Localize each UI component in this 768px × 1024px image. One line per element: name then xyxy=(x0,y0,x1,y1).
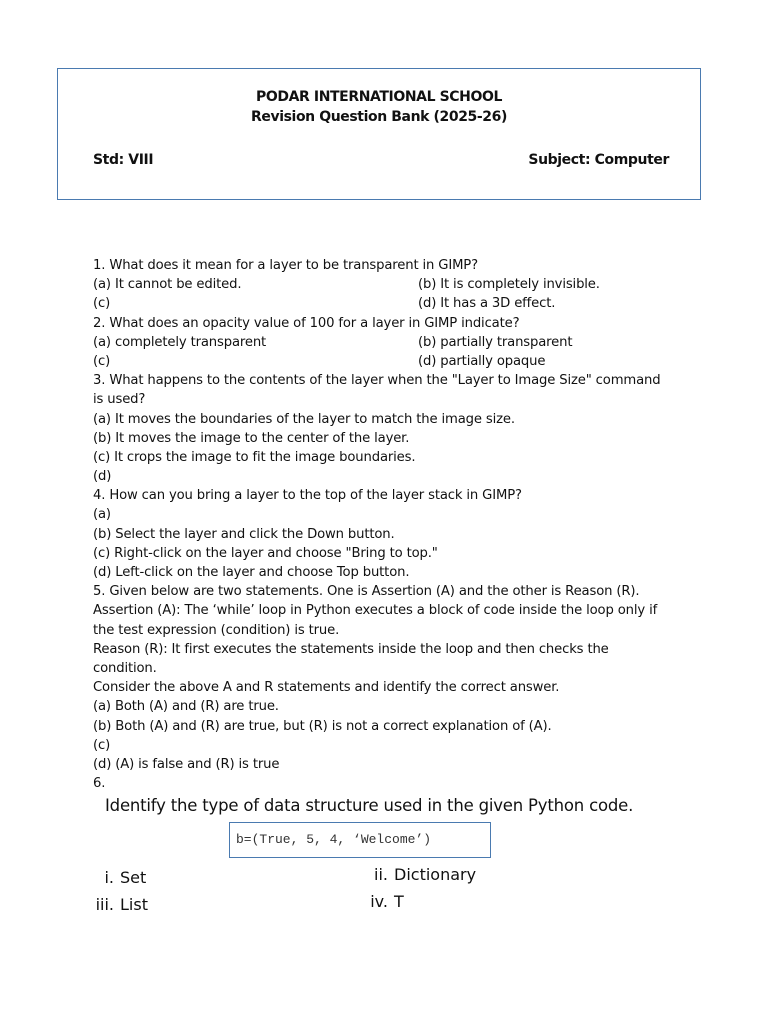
q2-option-b: (b) partially transparent xyxy=(418,334,573,350)
question-2-options-ab xyxy=(93,333,673,352)
question-4: 4. How can you bring a layer to the top of the layer stack in GIMP? xyxy=(93,488,522,504)
subject-label: Subject: Computer xyxy=(528,152,669,168)
q6-option-i-num: i. xyxy=(104,868,114,887)
question-2: 2. What does an opacity value of 100 for a layer in GIMP indicate? xyxy=(93,315,520,331)
q6-option-iv xyxy=(364,892,404,911)
q6-option-ii-text: Dictionary xyxy=(394,865,477,884)
q6-option-iv-num: iv. xyxy=(370,892,388,911)
question-2-options-cd xyxy=(93,352,673,371)
python-code: b=(True, 5, 4, ‘Welcome’) xyxy=(236,832,432,847)
q6-option-i-text: Set xyxy=(120,868,147,887)
q3-option-a: (a) It moves the boundaries of the layer to match the image size. xyxy=(93,411,515,427)
question-list xyxy=(93,256,673,793)
q5-instruction: Consider the above A and R statements and identify the correct answer. xyxy=(93,680,560,696)
q5-assertion-line-2: the test expression (condition) is true. xyxy=(93,622,340,638)
question-6-text: Identify the type of data structure used in the given Python code. xyxy=(105,796,634,815)
q3-option-d: (d) xyxy=(93,469,112,485)
question-5: 5. Given below are two statements. One is Assertion (A) and the other is Reason (R). xyxy=(93,584,640,600)
q6-option-iii-num: iii. xyxy=(95,895,114,914)
q5-option-c: (c) xyxy=(93,737,111,753)
q6-option-iv-text: T xyxy=(394,892,404,911)
q5-option-d: (d) (A) is false and (R) is true xyxy=(93,756,280,772)
q4-option-d: (d) Left-click on the layer and choose Top button. xyxy=(93,565,410,580)
q5-option-a: (a) Both (A) and (R) are true. xyxy=(93,699,279,715)
q1-option-d: (d) It has a 3D effect. xyxy=(418,296,556,312)
header-box xyxy=(57,68,701,200)
q2-option-a: (a) completely transparent xyxy=(93,334,267,350)
question-6-number: 6. xyxy=(93,776,106,792)
q3-option-b: (b) It moves the image to the center of the layer. xyxy=(93,430,410,446)
question-6-image xyxy=(0,792,768,922)
school-name: PODAR INTERNATIONAL SCHOOL xyxy=(256,89,502,105)
q1-option-c: (c) xyxy=(93,296,111,312)
q6-option-ii-num: ii. xyxy=(374,865,388,884)
question-1-options-ab xyxy=(93,275,673,294)
q5-assertion-line-1: Assertion (A): The ‘while’ loop in Python executes a block of code inside the loop only if xyxy=(93,603,658,619)
q1-option-a: (a) It cannot be edited. xyxy=(93,277,242,293)
question-3-line-1: 3. What happens to the contents of the layer when the "Layer to Image Size" command xyxy=(93,373,661,389)
q6-option-iii xyxy=(90,895,148,914)
document-title: Revision Question Bank (2025-26) xyxy=(251,109,507,125)
q4-option-b: (b) Select the layer and click the Down button. xyxy=(93,526,395,542)
q2-option-d: (d) partially opaque xyxy=(418,353,546,369)
q5-option-b: (b) Both (A) and (R) are true, but (R) is not a correct explanation of (A). xyxy=(93,718,552,734)
q3-option-c: (c) It crops the image to fit the image boundaries. xyxy=(93,449,416,465)
q5-reason-line-2: condition. xyxy=(93,660,157,676)
q6-option-iii-text: List xyxy=(120,895,148,914)
q6-option-ii xyxy=(364,865,476,884)
q5-reason-line-1: Reason (R): It first executes the statements inside the loop and then checks the xyxy=(93,641,609,657)
q6-option-i xyxy=(90,868,146,887)
q1-option-b: (b) It is completely invisible. xyxy=(418,277,600,293)
q4-option-a: (a) xyxy=(93,507,111,523)
q2-option-c: (c) xyxy=(93,353,111,369)
question-3-line-2: is used? xyxy=(93,392,146,408)
standard-label: Std: VIII xyxy=(93,152,154,168)
question-1-options-cd xyxy=(93,294,673,313)
code-box xyxy=(229,822,491,858)
q4-option-c: (c) Right-click on the layer and choose "Bring to top." xyxy=(93,545,438,561)
question-1: 1. What does it mean for a layer to be transparent in GIMP? xyxy=(93,258,478,273)
